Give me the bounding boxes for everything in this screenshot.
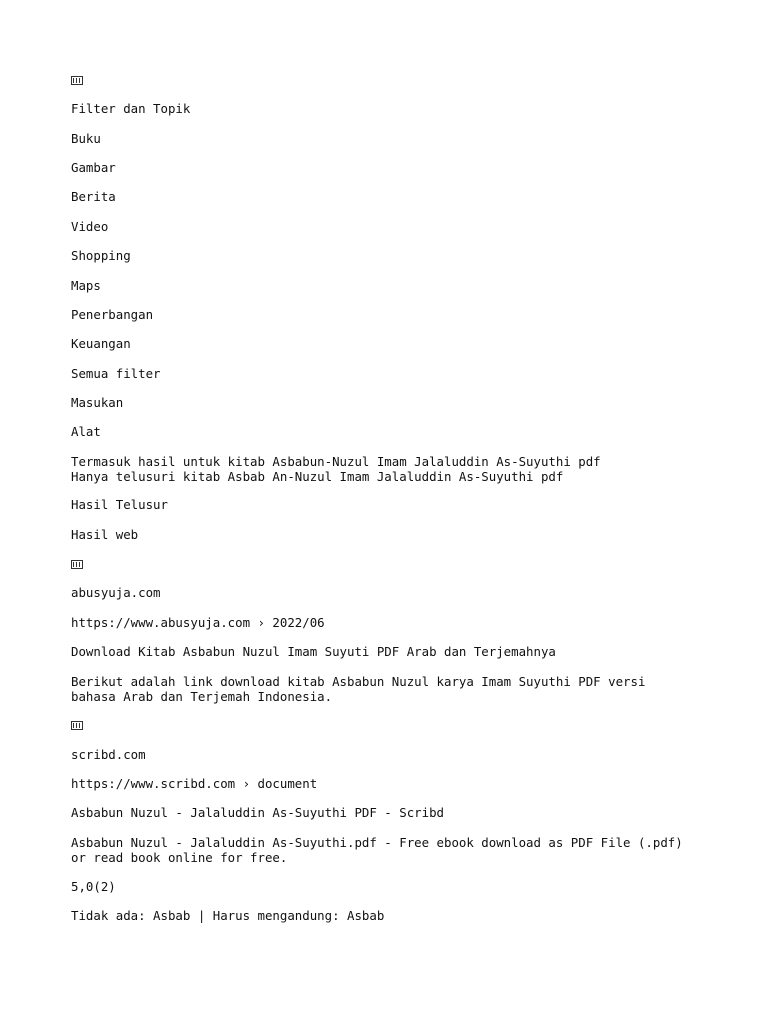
result-snippet: Asbabun Nuzul - Jalaluddin As-Suyuthi.pdf - Free ebook download as PDF File (.pdf) bbox=[71, 835, 683, 850]
result-url[interactable]: https://www.abusyuja.com › 2022/06 bbox=[71, 615, 325, 630]
filter-video[interactable]: Video bbox=[71, 219, 109, 234]
filter-maps[interactable]: Maps bbox=[71, 278, 101, 293]
spelling-including-link[interactable]: Termasuk hasil untuk kitab Asbabun-Nuzul Imam Jalaluddin As-Suyuthi pdf bbox=[71, 454, 601, 469]
result-snippet: Berikut adalah link download kitab Asbabun Nuzul karya Imam Suyuthi PDF versi bbox=[71, 674, 646, 689]
result-snippet: bahasa Arab dan Terjemah Indonesia. bbox=[71, 689, 333, 704]
result-site-name: scribd.com bbox=[71, 747, 146, 762]
filter-news[interactable]: Berita bbox=[71, 189, 116, 204]
result-title-link[interactable]: Download Kitab Asbabun Nuzul Imam Suyuti PDF Arab dan Terjemahnya bbox=[71, 644, 556, 659]
result-site-name: abusyuja.com bbox=[71, 585, 161, 600]
logo-icon bbox=[71, 73, 83, 88]
result-missing-terms: Tidak ada: Asbab | Harus mengandung: Asbab bbox=[71, 908, 385, 923]
filter-books[interactable]: Buku bbox=[71, 131, 101, 146]
filter-finance[interactable]: Keuangan bbox=[71, 336, 131, 351]
spelling-only-link[interactable]: Hanya telusuri kitab Asbab An-Nuzul Imam Jalaluddin As-Suyuthi pdf bbox=[71, 469, 564, 484]
filter-flights[interactable]: Penerbangan bbox=[71, 307, 154, 322]
feedback-link[interactable]: Masukan bbox=[71, 395, 124, 410]
result-snippet: or read book online for free. bbox=[71, 850, 288, 865]
result-title-link[interactable]: Asbabun Nuzul - Jalaluddin As-Suyuthi PDF - Scribd bbox=[71, 805, 444, 820]
all-filters-button[interactable]: Semua filter bbox=[71, 366, 161, 381]
result-url[interactable]: https://www.scribd.com › document bbox=[71, 776, 318, 791]
site-favicon-icon bbox=[71, 718, 83, 733]
filter-heading: Filter dan Topik bbox=[71, 101, 191, 116]
site-favicon-icon bbox=[71, 557, 83, 572]
web-results-heading: Hasil web bbox=[71, 527, 139, 542]
results-heading: Hasil Telusur bbox=[71, 497, 168, 512]
filter-images[interactable]: Gambar bbox=[71, 160, 116, 175]
filter-shopping[interactable]: Shopping bbox=[71, 248, 131, 263]
tools-button[interactable]: Alat bbox=[71, 424, 101, 439]
result-rating: 5,0(2) bbox=[71, 879, 116, 894]
